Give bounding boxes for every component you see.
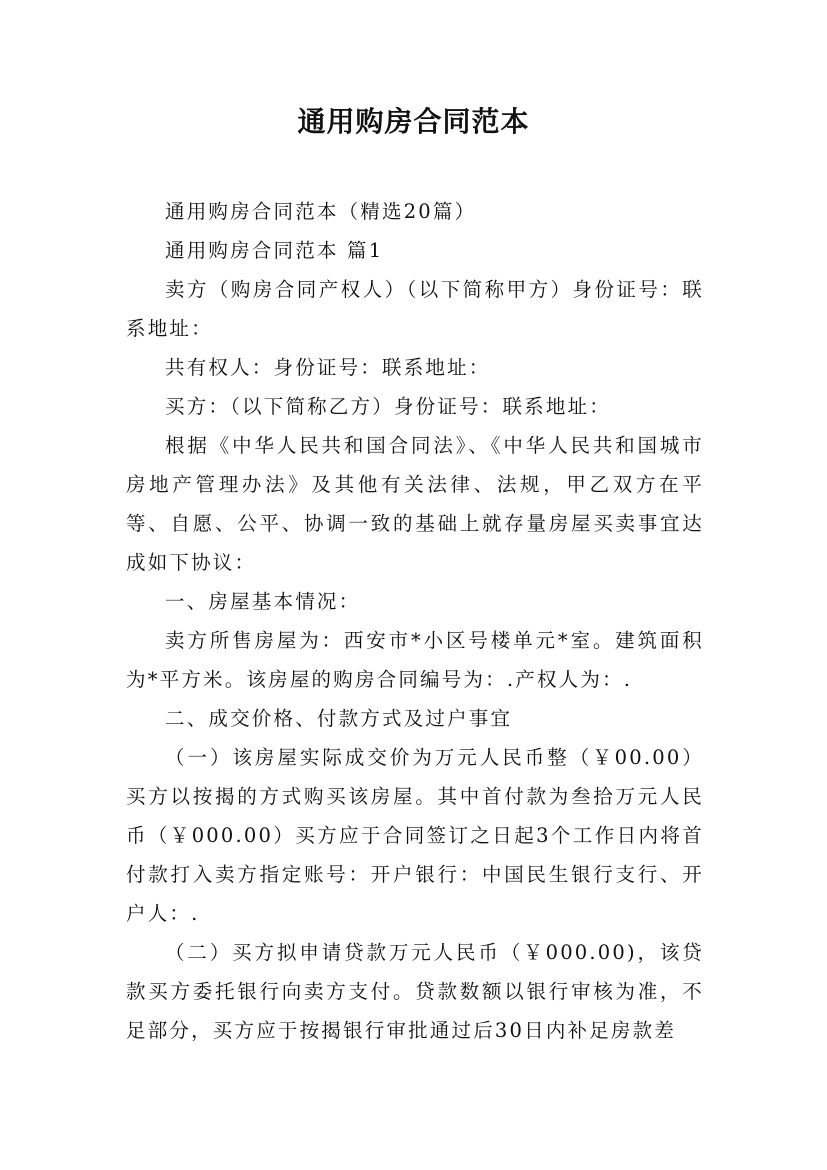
paragraph-loan: （二）买方拟申请贷款万元人民币（￥000.00)，该贷款买方委托银行向卖方支付。贷款数额以银行审核为准，不足部分，买方应于按揭银行审批通过后30日内补足房款差 bbox=[126, 941, 704, 1042]
paragraph-clause-2-heading: 二、成交价格、付款方式及过户事宜 bbox=[165, 707, 513, 730]
paragraph-buyer: 买方：（以下简称乙方）身份证号：联系地址： bbox=[165, 395, 611, 418]
paragraph-price-payment: （一）该房屋实际成交价为万元人民币整（￥00.00）买方以按揭的方式购买该房屋。其中首付款为叁拾万元人民币（￥000.00）买方应于合同签订之日起3个工作日内将首付款打入卖方指定账号：开户银行：中国民生银行支行、开户人：. bbox=[126, 746, 704, 925]
document-title: 通用购房合同范本 bbox=[297, 105, 530, 138]
paragraph-seller: 卖方（购房合同产权人）（以下简称甲方）身份证号：联系地址： bbox=[126, 278, 704, 340]
paragraph-section-heading: 通用购房合同范本 篇1 bbox=[165, 239, 384, 262]
paragraph-subtitle: 通用购房合同范本（精选20篇） bbox=[165, 200, 477, 223]
paragraph-co-owner: 共有权人：身份证号：联系地址： bbox=[165, 356, 491, 379]
paragraph-clause-1-heading: 一、房屋基本情况： bbox=[165, 590, 361, 613]
document-body bbox=[126, 192, 704, 1050]
paragraph-legal-basis: 根据《中华人民共和国合同法》、《中华人民共和国城市房地产管理办法》及其他有关法律、法规，甲乙双方在平等、自愿、公平、协调一致的基础上就存量房屋买卖事宜达成如下协议： bbox=[126, 434, 704, 574]
paragraph-property-info: 卖方所售房屋为：西安市*小区号楼单元*室。建筑面积为*平方米。该房屋的购房合同编号为：.产权人为：. bbox=[126, 629, 704, 691]
